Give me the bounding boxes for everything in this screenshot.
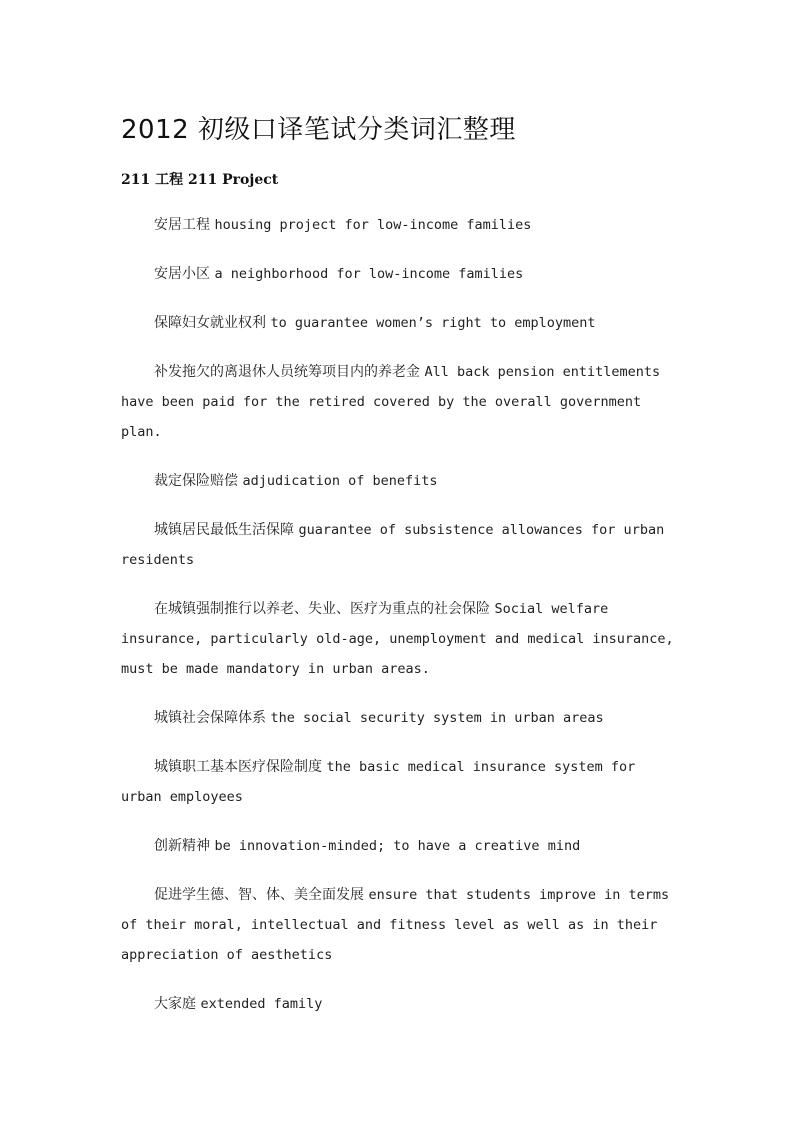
- vocabulary-entry: [121, 210, 682, 240]
- entry-term: 城镇居民最低生活保障: [154, 522, 294, 538]
- entry-translation: the basic medical insurance system for urban employees: [121, 759, 636, 805]
- entry-translation: ensure that students improve in terms of their moral, intellectual and fitness level as well as in their appreciation of aesthetics: [121, 887, 670, 963]
- section-heading: 211 工程 211 Project: [121, 172, 279, 188]
- entry-term: 创新精神: [154, 838, 210, 854]
- document-title: 2012 初级口译笔试分类词汇整理: [121, 115, 516, 145]
- vocabulary-entry: [121, 357, 682, 447]
- entry-translation: All back pension entitlements have been paid for the retired covered by the overall government plan.: [121, 364, 661, 440]
- vocabulary-entry: [121, 259, 682, 289]
- vocabulary-entry: [121, 831, 682, 861]
- vocabulary-entry: [121, 703, 682, 733]
- entry-translation: housing project for low-income families: [214, 217, 532, 233]
- entry-translation: be innovation-minded; to have a creative mind: [214, 838, 581, 854]
- entry-term: 在城镇强制推行以养老、失业、医疗为重点的社会保险: [154, 601, 490, 617]
- entry-term: 促进学生德、智、体、美全面发展: [154, 887, 364, 903]
- vocabulary-entry: [121, 466, 682, 496]
- entry-term: 城镇职工基本医疗保险制度: [154, 759, 322, 775]
- entry-term: 安居工程: [154, 217, 210, 233]
- entry-term: 补发拖欠的离退休人员统筹项目内的养老金: [154, 364, 420, 380]
- vocabulary-entry: [121, 594, 682, 684]
- vocabulary-list: [121, 210, 682, 1019]
- entry-translation: Social welfare insurance, particularly old-age, unemployment and medical insurance, must be made mandatory in urban areas.: [121, 601, 674, 677]
- entry-translation: the social security system in urban areas: [270, 710, 604, 726]
- entry-term: 大家庭: [154, 996, 196, 1012]
- vocabulary-entry: [121, 752, 682, 812]
- entry-term: 安居小区: [154, 266, 210, 282]
- vocabulary-entry: [121, 880, 682, 970]
- entry-translation: to guarantee women’s right to employment: [270, 315, 596, 331]
- entry-translation: a neighborhood for low-income families: [214, 266, 524, 282]
- entry-translation: extended family: [200, 996, 323, 1012]
- entry-translation: adjudication of benefits: [242, 473, 438, 489]
- entry-translation: guarantee of subsistence allowances for urban residents: [121, 522, 665, 568]
- entry-term: 保障妇女就业权利: [154, 315, 266, 331]
- vocabulary-entry: [121, 308, 682, 338]
- entry-term: 裁定保险赔偿: [154, 473, 238, 489]
- vocabulary-entry: [121, 989, 682, 1019]
- entry-term: 城镇社会保障体系: [154, 710, 266, 726]
- vocabulary-entry: [121, 515, 682, 575]
